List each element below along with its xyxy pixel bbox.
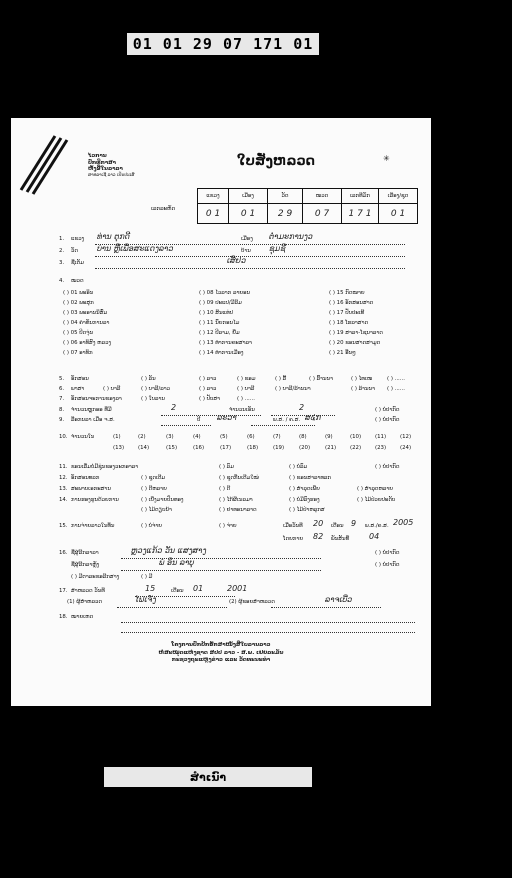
field-temple: 2. ວັດ ບ່ານ ຫຼືເພື່ອສະແດງລາວ ບ້ານ ຊຸມຊີ — [59, 244, 286, 254]
corner-stripes-logo — [11, 118, 71, 198]
row-bundle-count: 8. ຈຳນວນຫຼຸກອອ ທີ່ມີ 2 ຈຳນວນເອັນ 2 ( ) ບໍ່ປາກົດ — [59, 403, 400, 413]
category-col-3: ( ) 15 ກົດໝາຍ ( ) 16 ອັກສອນສາດ ( ) 17 ປັບປະເທີ ( ) 18 ໂຮລາສາດ ( ) 19 ສາລາ-ໂຊນາລາດ ( ) 20 ຂອນສາດສາມູດ ( ) 21 ອື່ນໆ — [329, 290, 383, 356]
serial-digits-volume: 0 1 — [379, 204, 418, 224]
category-col-1: ( ) 01 ພະອິນ ( ) 02 ພະສຸກ ( ) 03 ພະອານນິສົ່ມ ( ) 04 ຄຳທັນການລາ ( ) 05 ປິດຈຸ່ນ ( ) 06 ອາທິສົງ ຫລວງ ( ) 07 ອາທິກ — [63, 290, 112, 356]
section-category: 4. ໝວດ — [59, 278, 84, 284]
row-language: 6. ພາສາ ( ) ບາລີ ( ) ບາລີ/ລາວ ( ) ລາວ ( ) ບາລີ ( ) ບາລີ/ລ້ານນາ ( ) ລ້ານນາ ( ) ...... — [59, 386, 405, 392]
row-condition: 13. ສະພາບເອກະສານ ( ) ດີຫລາຍ ( ) ດີ ( ) ສຳລຸດເພີ່ຍ ( ) ສຳລຸດຫລາຍ — [59, 486, 393, 492]
serial-digits-province: 0 1 — [198, 204, 229, 224]
row-registration: 15. ການຈ່າຍລາວໃນທຶນ ( ) ບໍ່ຈ່າຍ ( ) ຈ່າຍ ເມື່ອວັນທີ 20 ເດືອນ 9 ພ.ສ./ຄ.ສ. 2005 ໂດຍກາຍ 82 ພັນສັນທີ່ 04 — [59, 518, 414, 542]
serial-digits-district: 0 1 — [229, 204, 268, 224]
serial-code-table: ແຂວງ ເມືອງ ວັດ ໝວດ ເລກທີມັກ ເລືອງ/ຊຸດ 0 1 0 1 2 9 0 7 1 7 1 0 1 — [197, 188, 418, 224]
top-reel-number: 01 01 29 07 171 01 — [127, 33, 319, 55]
row-script: 5. ອັກສອນ ( ) ລັນ ( ) ລາວ ( ) ຂອມ ( ) ລື້ ( ) ລົ້ານນາ ( ) ໄທເໜ ( ) ...... — [59, 376, 405, 382]
category-col-2: ( ) 08 ໄວລາກ ລາຍອນ ( ) 09 ປະແປ/ມີລີມ ( ) 10 ສິນແທ່ປ ( ) 11 ນົ່ຍກອນໄມ ( ) 12 ປີລາມ, ຢຶ່ມ ( ) 13 ທຳການຄະສາລາ ( ) 14 ທຳການເມືອງ — [199, 290, 252, 356]
serial-digits-number: 1 7 1 — [342, 204, 379, 224]
serial-label: ເລກລະຫັດ — [151, 206, 176, 212]
row-written-date: 9. ລືອກນລາ ເມື່ອ ຈ.ສ. ປີ ລະວາ ພ.ສ. / ຄ.ສ. ສ໔ກ ( ) ບໍ່ປາກົດ — [59, 413, 400, 423]
row-survey-date: 17. ສຳຫລວດ ວັນທີ 15 ເດືອນ 01 2001 (1) ຜູ້ສຳຫລວດ ໄຟເຈ໌ງ (2) ຜູ້ຂອຍສຳຫລວດ ລາຈເບີ່ວ — [59, 584, 353, 605]
row-complete: 11. ຂອນເລື່ມບໍ່ມີຊຸ່ນຂອງວະກອາລາ ( ) ລົມ ( ) ບໍ່ລົມ ( ) ບໍ່ປາກົດ — [59, 464, 400, 470]
survey-form-page: ໄວການ ປົກທີ່ກາສາ ຫັງອື່ໃນລາລາ ສາທລາເຊີ ລາວ ເປັນປະເສີ ໃບສັ່ງຫລວດ ✳ ເລກລະຫັດ ແຂວງ ເມືອງ ວັດ ໝວດ ເລກທີມັກ ເລືອງ/ຊຸດ 0 1 0 1 2 9 0 7 1 7 1 0 1 1. ແຂວງ ທ່ານ ຕຸກດີ ເມືອງ ຕ່ຳມະການງວ 2. ວັດ ບ່ານ ຫຼືເພື່ອສະແດງລາວ ບ້ານ ຊຸມຊີ 3. ຊື່ເຕັມ ເສີ່ຢວ 4. ໝວດ ( ) 01 ພະອິນ ( ) 02 ພະສຸກ ( ) 03 ພະອານນິສົ່ມ ( ) 04 ຄຳທັນການລາ ( ) 05 ປິດຈຸ່ນ ( ) 06 ອາທິສົງ ຫລວງ ( ) 07 ອາທິກ ( ) 08 ໄວລາກ ລາຍອນ ( ) 09 ປະແປ/ມີລີມ ( ) 10 ສິນແທ່ປ ( ) 11 ນົ່ຍກອນໄມ ( ) 12 ປີລາມ, ຢຶ່ມ ( ) 13 ທຳການຄະສາລາ ( ) 14 ທຳການເມືອງ ( ) 15 ກົດໝາຍ ( ) 16 ອັກສອນສາດ ( ) 17 ປັບປະເທີ ( ) 18 ໂຮລາສາດ ( ) 19 ສາລາ-ໂຊນາລາດ ( ) 20 ຂອນສາດສາມູດ ( ) 21 ອື່ນໆ 5. ອັກສອນ ( ) ລັນ ( ) ລາວ ( ) ຂອມ ( ) ລື້ ( ) ລົ້ານນາ ( ) ໄທເໜ ( ) ...... 6. ພາສາ ( ) ບາລີ ( ) ບາລີ/ລາວ ( ) ລາວ ( ) ບາລີ ( ) ບາລີ/ລ້ານນາ ( ) ລ້ານນາ ( ) ...... 7. ອັກສອນຈະການຂອງລາ ( ) ໃບລານ ( ) ປັບສາ ( ) ...... 8. ຈຳນວນຫຼຸກອອ ທີ່ມີ 2 ຈຳນວນເອັນ 2 ( ) ບໍ່ປາກົດ 9. ລືອກນລາ ເມື່ອ ຈ.ສ. ປີ ລະວາ ພ.ສ. / ຄ.ສ. ສ໔ກ ( ) ບໍ່ປາກົດ 10. ຈຳນວນໃນ (1) (2) (3) (4) (5) (6) (7) (8) (9) (10) (11) (12) (13) (14) (15) (16) (17) (18) (19) (20) (21) (22) (23) (24) 11. ຂອນເລື່ມບໍ່ມີຊຸ່ນຂອງວະກອາລາ ( ) ລົມ ( ) ບໍ່ລົມ ( ) ບໍ່ປາກົດ 12. ອັກສອນທລກ ( ) ຊູດເຕີມ ( ) ຊຸດກີ່ນເຕີມໃໝ່ ( ) ຂອນສາລາທລກ 13. ສະພາບເອກະສານ ( ) ດີຫລາຍ ( ) ດີ ( ) ສຳລຸດເພີ່ຍ ( ) ສຳລຸດຫລາຍ 14. ການຮອງຮູນດ້ວຍການ ( ) ເບີ່ງມາຍປົນທອງ ( ) ໄກ້ຜີເນລມາ ( ) ບໍ່ມີລົງຮອງ ( ) ໄມ້ປ່ວຍປະດັບ ( ) ໄມ້ຕຽບນ້າ ( ) ຢາທອນາລາດ ( ) ໄມ້ປ່າຫລຸກສ 15. ການຈ່າຍລາວໃນທຶນ ( ) ບໍ່ຈ່າຍ ( ) ຈ່າຍ ເມື່ອວັນທີ 20 ເດືອນ 9 ພ.ສ./ຄ.ສ. 2005 ໂດຍກາຍ 82 ພັນສັນທີ່ 04 16. ຊື່ຜູ້ລີກລາລາ ຫຼວງແກ້ວ ວັນ ແສງສາງ ( ) ບໍ່ປາກົດ ຊື່ຜູ້ລີກລາຫຼັງ ພໍ ອິນ ລາບຸ ( ) ບໍ່ປາກົດ ( ) ມີຕາລະຂອລີກສາງ ( ) ມີ 17. ສຳຫລວດ ວັນທີ 15 ເດືອນ 01 2001 (1) ຜູ້ສຳຫລວດ ໄຟເຈ໌ງ (2) ຜູ້ຂອຍສຳຫລວດ ລາຈເບີ່ວ 18. ໝາຍເຫດ ໂຄງການປົກປັກຮັກສາໜັງສືໃບລານລາວ ຫໍສະໝຸດແຫ່ງຊາດ ສປປ ລາວ - ສ.ພ. ເຢຍລະມັນ ກະຊວງຖະແຫຼງຂ່າວ ແລະ ວັດທະນະທຳ — [11, 118, 431, 706]
row-copy: 12. ອັກສອນທລກ ( ) ຊູດເຕີມ ( ) ຊຸດກີ່ນເຕີມໃໝ່ ( ) ຂອນສາລາທລກ — [59, 475, 332, 481]
form-title: ໃບສັ່ງຫລວດ — [237, 154, 315, 169]
row-binding: 14. ການຮອງຮູນດ້ວຍການ ( ) ເບີ່ງມາຍປົນທອງ ( ) ໄກ້ຜີເນລມາ ( ) ບໍ່ມີລົງຮອງ ( ) ໄມ້ປ່ວຍປະດັບ ( ) ໄມ້ຕຽບນ້າ ( ) ຢາທອນາລາດ ( ) ໄມ້ປ່າຫລຸກສ — [59, 497, 396, 513]
form-footer: ໂຄງການປົກປັກຮັກສາໜັງສືໃບລານລາວ ຫໍສະໝຸດແຫ່ງຊາດ ສປປ ລາວ - ສ.ພ. ເຢຍລະມັນ ກະຊວງຖະແຫຼງຂ່າວ ແລະ ວັດທະນະທຳ — [158, 642, 284, 663]
field-fullname: 3. ຊື່ເຕັມ ເສີ່ຢວ — [59, 256, 247, 266]
serial-digits-temple: 2 9 — [268, 204, 303, 224]
row-material: 7. ອັກສອນຈະການຂອງລາ ( ) ໃບລານ ( ) ປັບສາ ( ) ...... — [59, 396, 255, 402]
copy-label: ສຳເນົາ — [104, 767, 312, 787]
row-scribe: 16. ຊື່ຜູ້ລີກລາລາ ຫຼວງແກ້ວ ວັນ ແສງສາງ ( ) ບໍ່ປາກົດ ຊື່ຜູ້ລີກລາຫຼັງ ພໍ ອິນ ລາບຸ ( ) ບໍ່ປາກົດ ( ) ມີຕາລະຂອລີກສາງ ( ) ມີ — [59, 546, 400, 580]
ministry-header: ໄວການ ປົກທີ່ກາສາ ຫັງອື່ໃນລາລາ ສາທລາເຊີ ລາວ ເປັນປະເສີ — [88, 153, 135, 178]
row-remarks: 18. ໝາຍເຫດ — [59, 614, 94, 620]
serial-digits-category: 0 7 — [303, 204, 342, 224]
star-icon: ✳ — [383, 154, 390, 163]
row-leaf-count: 10. ຈຳນວນໃນ — [59, 434, 95, 440]
field-province: 1. ແຂວງ ທ່ານ ຕຸກດີ ເມືອງ ຕ່ຳມະການງວ — [59, 232, 313, 242]
